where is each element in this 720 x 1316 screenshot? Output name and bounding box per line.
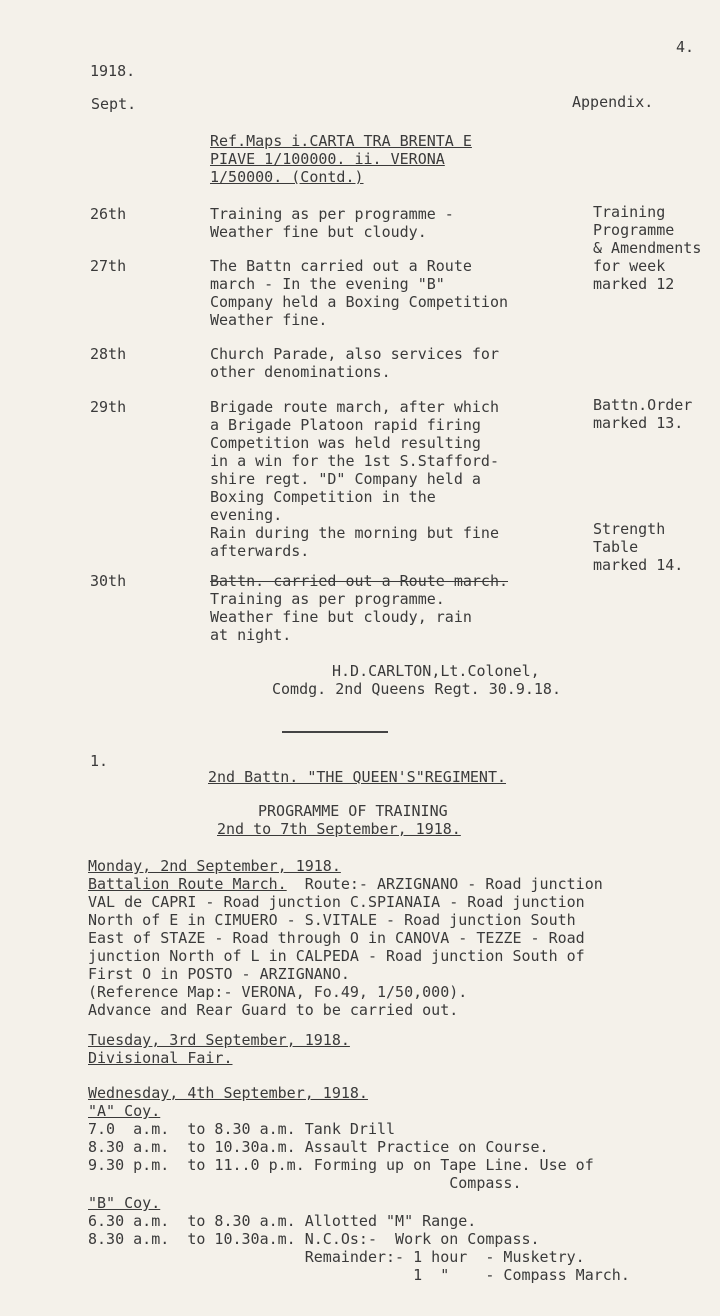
- monday-activity: Battalion Route March.: [88, 875, 287, 893]
- entry-text-line: evening.: [210, 506, 283, 524]
- entry-text-line: march - In the evening "B": [210, 275, 445, 293]
- struck-text: Battn. carried out a Route march.: [210, 572, 509, 590]
- entry-text-line: other denominations.: [210, 363, 391, 381]
- monday-route-line: North of E in CIMUERO - S.VITALE - Road junction South: [88, 911, 576, 929]
- appendix-note: marked 13.: [593, 414, 684, 432]
- appendix-note: Programme: [593, 221, 675, 239]
- monday-route-first-line: [88, 875, 603, 893]
- appendix-note: Strength: [593, 520, 666, 538]
- appendix-note: marked 12: [593, 275, 675, 293]
- signature-line-1: H.D.CARLTON,Lt.Colonel,: [332, 662, 540, 680]
- monday-route-line: VAL de CAPRI - Road junction C.SPIANAIA - Road junction: [88, 893, 585, 911]
- monday-route-line: First O in POSTO - ARZIGNANO.: [88, 965, 350, 983]
- coy-b-line: 1 " - Compass March.: [88, 1266, 630, 1284]
- coy-b-heading: "B" Coy.: [88, 1194, 161, 1212]
- entry-date: 29th: [90, 398, 127, 416]
- programme-dates: 2nd to 7th September, 1918.: [217, 820, 461, 838]
- appendix-heading: Appendix.: [572, 93, 654, 111]
- coy-a-line: 9.30 p.m. to 11..0 p.m. Forming up on Tape Line. Use of: [88, 1156, 594, 1174]
- ref-maps-line-3: 1/50000. (Contd.): [210, 168, 364, 186]
- entry-text-line: Weather fine.: [210, 311, 328, 329]
- entry-text-line: Rain during the morning but fine: [210, 524, 499, 542]
- page-number: 4.: [676, 38, 695, 56]
- coy-a-line: Compass.: [88, 1174, 522, 1192]
- entry-text-line: shire regt. "D" Company held a: [210, 470, 481, 488]
- appendix-note: for week: [593, 257, 666, 275]
- coy-a-heading: "A" Coy.: [88, 1102, 161, 1120]
- appendix-note: Table: [593, 538, 639, 556]
- coy-a-line: 8.30 a.m. to 10.30a.m. Assault Practice on Course.: [88, 1138, 549, 1156]
- entry-text-line: Weather fine but cloudy, rain: [210, 608, 472, 626]
- entry-text-line: Competition was held resulting: [210, 434, 481, 452]
- section-divider: [282, 731, 388, 733]
- entry-text-line: Company held a Boxing Competition: [210, 293, 509, 311]
- programme-title: 2nd Battn. "THE QUEEN'S"REGIMENT.: [208, 768, 507, 786]
- monday-route-line: East of STAZE - Road through O in CANOVA - TEZZE - Road: [88, 929, 585, 947]
- entry-date: 26th: [90, 205, 127, 223]
- entry-text-line: a Brigade Platoon rapid firing: [210, 416, 481, 434]
- appendix-note: marked 14.: [593, 556, 684, 574]
- monday-route-line: junction North of L in CALPEDA - Road junction South of: [88, 947, 585, 965]
- monday-route-start: Route:- ARZIGNANO - Road junction: [286, 875, 603, 893]
- monday-route-line: Advance and Rear Guard to be carried out.: [88, 1001, 459, 1019]
- wednesday-heading: Wednesday, 4th September, 1918.: [88, 1084, 368, 1102]
- ref-maps-line-1: Ref.Maps i.CARTA TRA BRENTA E: [210, 132, 472, 150]
- month: Sept.: [91, 95, 137, 113]
- monday-heading: Monday, 2nd September, 1918.: [88, 857, 341, 875]
- entry-text-line: Brigade route march, after which: [210, 398, 499, 416]
- entry-date: 30th: [90, 572, 127, 590]
- programme-number: 1.: [90, 752, 109, 770]
- entry-text-line: afterwards.: [210, 542, 310, 560]
- tuesday-heading: Tuesday, 3rd September, 1918.: [88, 1031, 350, 1049]
- coy-a-line: 7.0 a.m. to 8.30 a.m. Tank Drill: [88, 1120, 396, 1138]
- entry-text-line: Church Parade, also services for: [210, 345, 499, 363]
- entry-text-line: in a win for the 1st S.Stafford-: [210, 452, 499, 470]
- appendix-note: & Amendments: [593, 239, 702, 257]
- entry-date: 28th: [90, 345, 127, 363]
- entry-date: 27th: [90, 257, 127, 275]
- programme-subtitle: PROGRAMME OF TRAINING: [258, 802, 448, 820]
- appendix-note: Training: [593, 203, 666, 221]
- entry-text-line: Training as per programme.: [210, 590, 445, 608]
- ref-maps-line-2: PIAVE 1/100000. ii. VERONA: [210, 150, 445, 168]
- entry-text-line: Boxing Competition in the: [210, 488, 436, 506]
- coy-b-line: Remainder:- 1 hour - Musketry.: [88, 1248, 585, 1266]
- entry-text-line: at night.: [210, 626, 292, 644]
- coy-b-line: 6.30 a.m. to 8.30 a.m. Allotted "M" Range.: [88, 1212, 477, 1230]
- appendix-note: Battn.Order: [593, 396, 693, 414]
- tuesday-activity: Divisional Fair.: [88, 1049, 233, 1067]
- monday-route-line: (Reference Map:- VERONA, Fo.49, 1/50,000).: [88, 983, 468, 1001]
- signature-line-2: Comdg. 2nd Queens Regt. 30.9.18.: [272, 680, 561, 698]
- entry-text-line: Weather fine but cloudy.: [210, 223, 427, 241]
- coy-b-line: 8.30 a.m. to 10.30a.m. N.C.Os:- Work on Compass.: [88, 1230, 540, 1248]
- entry-text-line: The Battn carried out a Route: [210, 257, 472, 275]
- year: 1918.: [90, 62, 136, 80]
- entry-text-line: Training as per programme -: [210, 205, 454, 223]
